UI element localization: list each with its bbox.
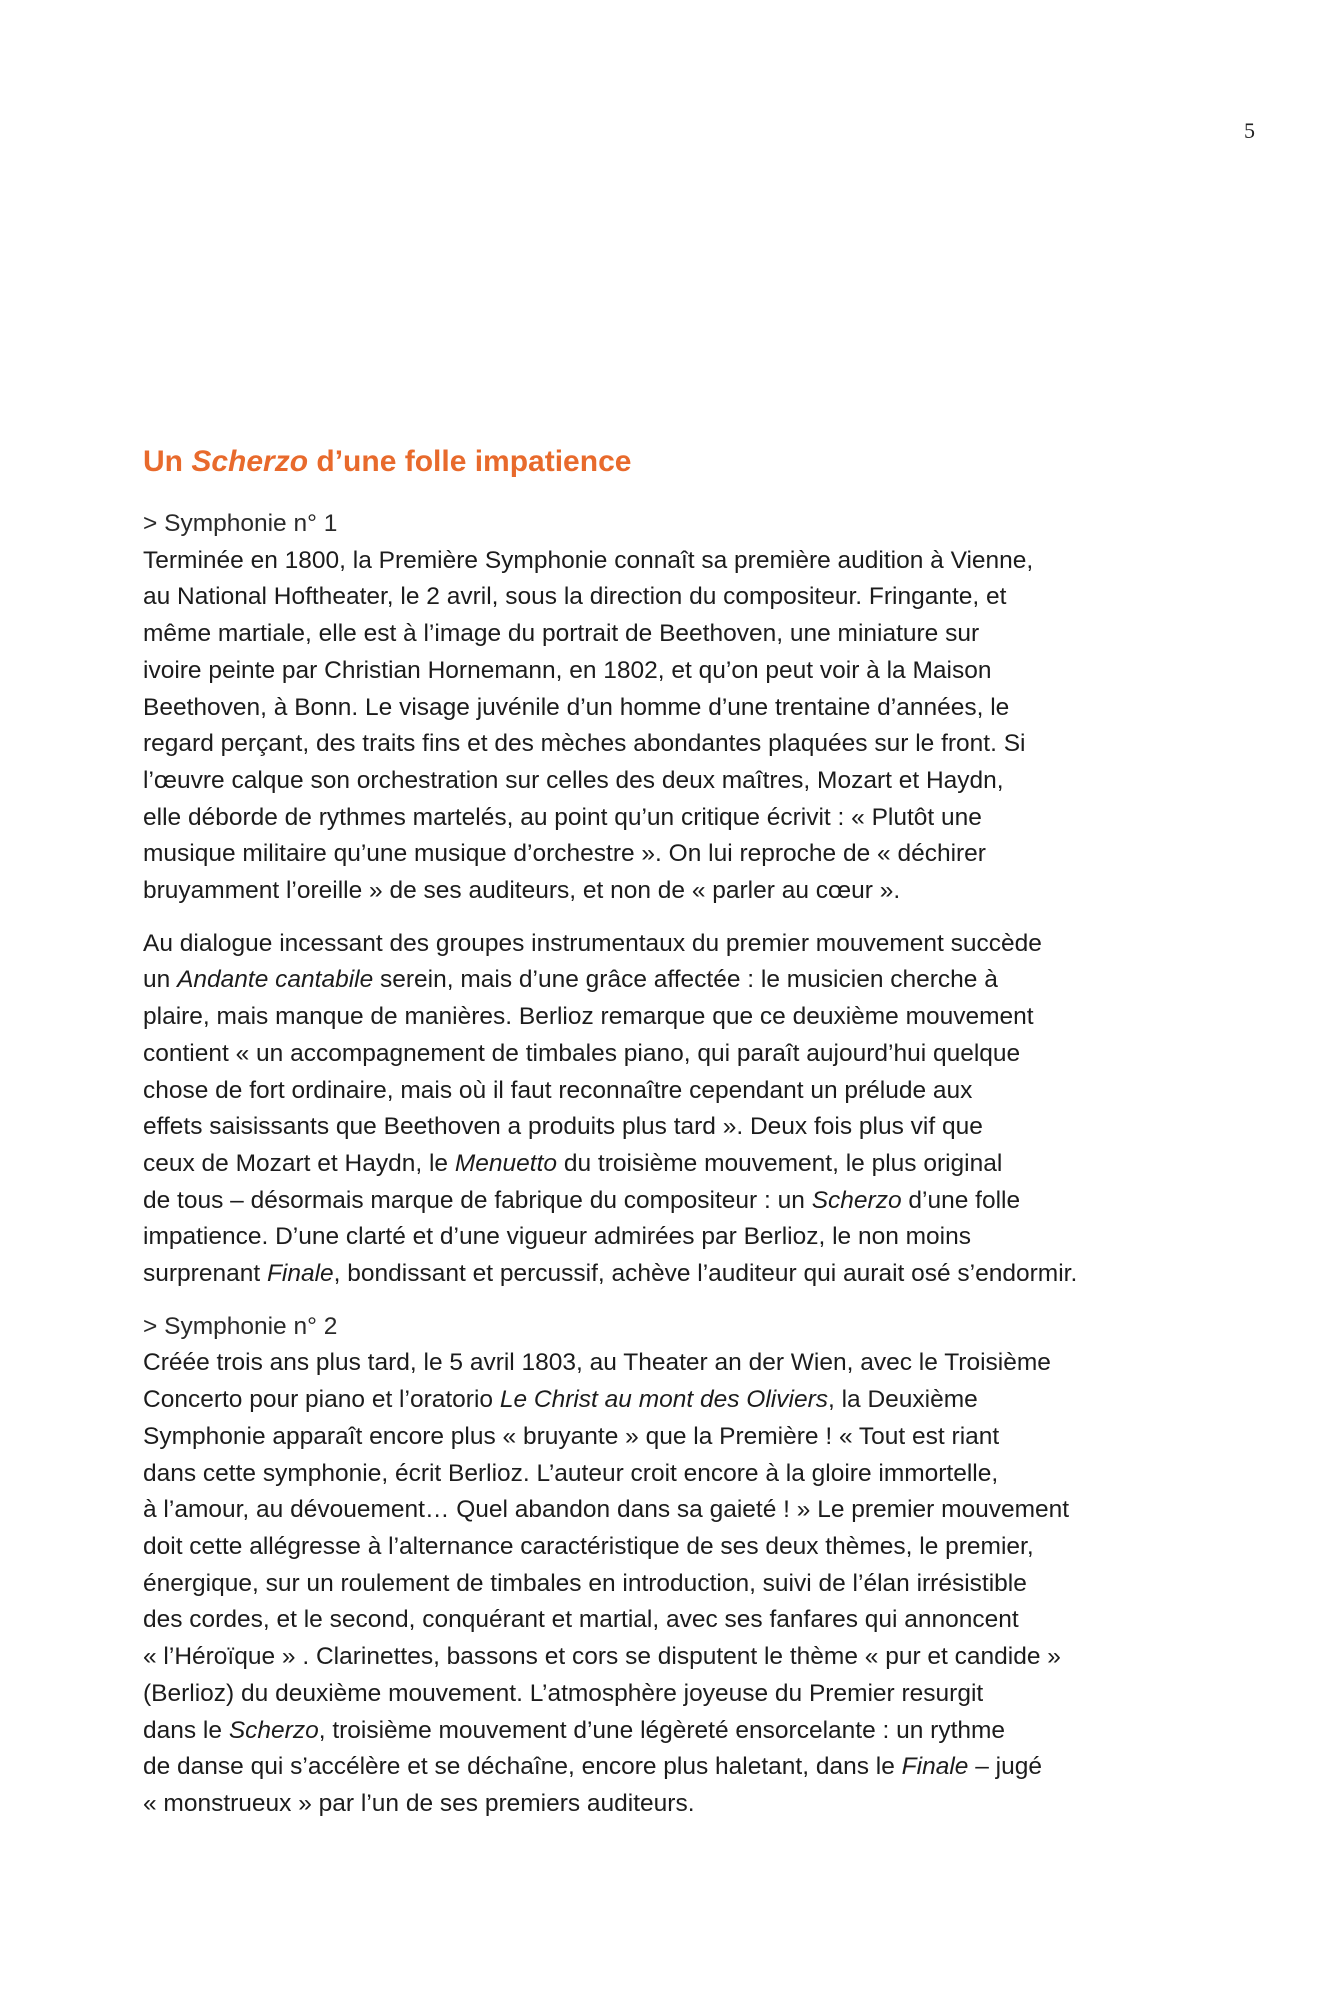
text-run: de tous – désormais marque de fabrique du compositeur : un (143, 1186, 812, 1214)
text-line: à l’amour, au dévouement… Quel abandon dans sa gaieté ! » Le premier mouvement (143, 1496, 1070, 1524)
heading-italic: Scherzo (191, 445, 309, 478)
text-line: chose de fort ordinaire, mais où il faut reconnaître cependant un prélude aux (143, 1076, 973, 1104)
paragraph-gap (143, 1293, 1218, 1309)
text-line: dans cette symphonie, écrit Berlioz. L’auteur croit encore à la gloire immortelle, (143, 1459, 999, 1487)
text-line: doit cette allégresse à l’alternance caractéristique de ses deux thèmes, le premier, (143, 1532, 1034, 1560)
paragraph-gap (143, 910, 1218, 926)
text-run: un (143, 966, 178, 994)
italic-title: Scherzo (811, 1186, 902, 1214)
text-line: effets saisissants que Beethoven a produits plus tard ». Deux fois plus vif que (143, 1113, 983, 1141)
italic-title: Le Christ au mont des Oliviers (499, 1386, 828, 1414)
text-run: Concerto pour piano et l’oratorio (143, 1386, 500, 1414)
text-run: d’une folle (901, 1186, 1021, 1214)
text-line (143, 1146, 1218, 1183)
text-line: plaire, mais manque de manières. Berlioz remarque que ce deuxième mouvement (143, 1003, 1034, 1031)
text-line: Au dialogue incessant des groupes instrumentaux du premier mouvement succède (143, 929, 1042, 957)
text-line: elle déborde de rythmes martelés, au point qu’un critique écrivit : « Plutôt une (143, 803, 982, 831)
text-line: « l’Héroïque » . Clarinettes, bassons et cors se disputent le thème « pur et candide » (143, 1643, 1061, 1671)
text-line: même martiale, elle est à l’image du portrait de Beethoven, une miniature sur (143, 620, 980, 648)
text-line: (Berlioz) du deuxième mouvement. L’atmosphère joyeuse du Premier resurgit (143, 1679, 984, 1707)
heading-suffix: d’une folle impatience (308, 445, 632, 478)
text-line: Créée trois ans plus tard, le 5 avril 1803, au Theater an der Wien, avec le Troisième (143, 1349, 1051, 1377)
text-line: l’œuvre calque son orchestration sur celles des deux maîtres, Mozart et Haydn, (143, 766, 1004, 794)
text-run: – jugé (968, 1753, 1042, 1781)
text-line (143, 962, 1218, 999)
text-line: bruyamment l’oreille » de ses auditeurs, et non de « parler au cœur ». (143, 877, 901, 905)
text-run: dans le (143, 1716, 229, 1744)
article-body (143, 442, 1218, 1823)
text-run: , troisième mouvement d’une légèreté ensorcelante : un rythme (318, 1716, 1006, 1744)
text-line: énergique, sur un roulement de timbales en introduction, suivi de l’élan irrésistible (143, 1569, 1027, 1597)
text-line: Terminée en 1800, la Première Symphonie connaît sa première audition à Vienne, (143, 546, 1034, 574)
page-number: 5 (1244, 118, 1255, 143)
text-run: surprenant (143, 1260, 267, 1288)
text-line: regard perçant, des traits fins et des mèches abondantes plaquées sur le front. Si (143, 730, 1026, 758)
text-run: de danse qui s’accélère et se déchaîne, encore plus haletant, dans le (143, 1753, 902, 1781)
italic-title: Scherzo (228, 1716, 319, 1744)
text-line (143, 1713, 1218, 1750)
text-line: ivoire peinte par Christian Hornemann, en 1802, et qu’on peut voir à la Maison (143, 656, 992, 684)
section-heading (143, 442, 1218, 482)
text-line (143, 1749, 1218, 1786)
italic-title: Menuetto (454, 1149, 558, 1177)
text-run: , la Deuxième (827, 1386, 978, 1414)
text-line: des cordes, et le second, conquérant et martial, avec ses fanfares qui annoncent (143, 1606, 1019, 1634)
symphony-1-paragraph-1 (143, 543, 1218, 910)
text-line: « monstrueux » par l’un de ses premiers auditeurs. (143, 1789, 695, 1817)
text-run: ceux de Mozart et Haydn, le (143, 1149, 455, 1177)
text-run: , bondissant et percussif, achève l’auditeur qui aurait osé s’endormir. (333, 1260, 1078, 1288)
text-line: contient « un accompagnement de timbales piano, qui paraît aujourd’hui quelque (143, 1039, 1021, 1067)
symphony-2-label: > Symphonie n° 2 (143, 1312, 338, 1340)
text-line (143, 1382, 1218, 1419)
text-line: Beethoven, à Bonn. Le visage juvénile d’un homme d’une trentaine d’années, le (143, 693, 1010, 721)
text-line (143, 1183, 1218, 1220)
symphony-1-paragraph-2 (143, 926, 1218, 1293)
italic-title: Finale (901, 1753, 969, 1781)
text-line: impatience. D’une clarté et d’une vigueur admirées par Berlioz, le non moins (143, 1223, 971, 1251)
heading-prefix: Un (143, 445, 192, 478)
text-run: du troisième mouvement, le plus original (557, 1149, 1003, 1177)
text-line: Symphonie apparaît encore plus « bruyante » que la Première ! « Tout est riant (143, 1422, 1000, 1450)
text-line (143, 1256, 1218, 1293)
text-run: serein, mais d’une grâce affectée : le musicien cherche à (373, 966, 998, 994)
text-line: musique militaire qu’une musique d’orchestre ». On lui reproche de « déchirer (143, 840, 986, 868)
text-line: au National Hoftheater, le 2 avril, sous la direction du compositeur. Fringante, et (143, 583, 1007, 611)
symphony-2-paragraph (143, 1345, 1218, 1822)
symphony-1-label: > Symphonie n° 1 (143, 510, 338, 537)
italic-title: Finale (266, 1260, 334, 1288)
italic-title: Andante cantabile (177, 966, 374, 994)
